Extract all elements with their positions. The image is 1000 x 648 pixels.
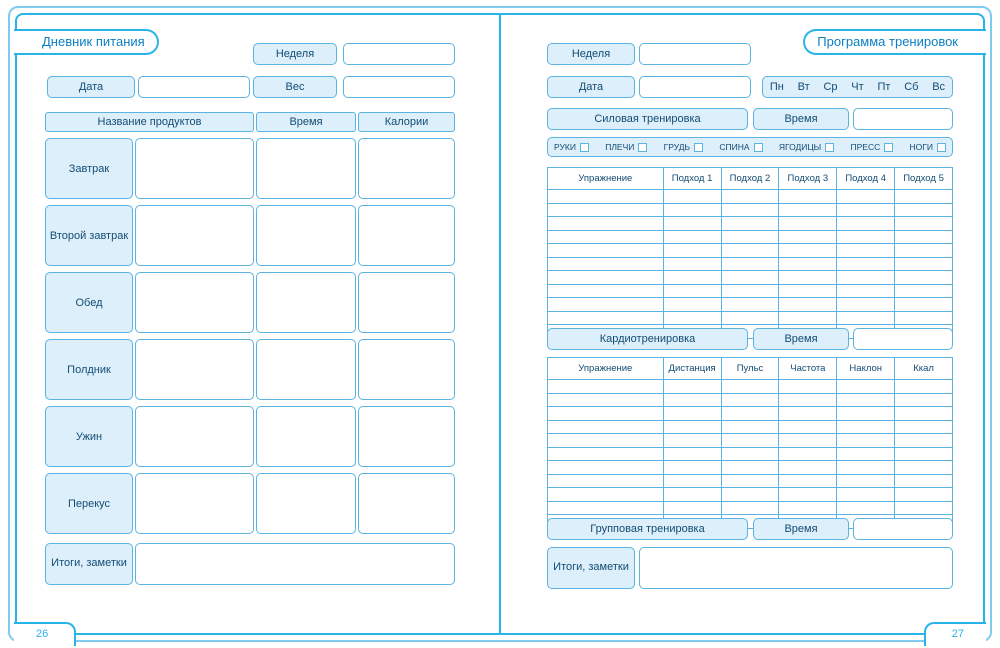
- right-page-title: Программа тренировок: [803, 29, 986, 55]
- strength-cell-r8-c4[interactable]: [779, 284, 837, 298]
- left-notes-row: [45, 543, 455, 585]
- cardio-cell-r3-c2[interactable]: [663, 407, 721, 421]
- left-page-title: Дневник питания: [14, 29, 159, 55]
- right-notes-label: Итоги, заметки: [547, 547, 635, 589]
- cardio-cell-r8-c4[interactable]: [779, 474, 837, 488]
- page-spine: [499, 14, 501, 634]
- strength-cell-r8-c1[interactable]: [548, 284, 664, 298]
- products-cell-afternoon-snack[interactable]: [135, 339, 254, 400]
- cardio-cell-r9-c3[interactable]: [721, 488, 779, 502]
- weekday-fri[interactable]: Пт: [877, 81, 891, 93]
- cardio-cell-r5-c4[interactable]: [779, 434, 837, 448]
- cardio-cell-r7-c3[interactable]: [721, 461, 779, 475]
- strength-training-label: Силовая тренировка: [547, 108, 748, 130]
- cardio-cell-r9-c4[interactable]: [779, 488, 837, 502]
- cardio-cell-r10-c1[interactable]: [548, 501, 664, 515]
- muscle-group-glutes[interactable]: [779, 142, 834, 152]
- meal-label-second-breakfast: Второй завтрак: [45, 205, 133, 266]
- cardio-cell-r8-c6[interactable]: [895, 474, 953, 488]
- cardio-cell-r2-c1[interactable]: [548, 393, 664, 407]
- muscle-label-chest: ГРУДЬ: [663, 142, 691, 152]
- group-time-input[interactable]: [853, 518, 953, 540]
- muscle-group-legs[interactable]: [910, 142, 946, 152]
- table-row: [548, 447, 953, 461]
- strength-cell-r1-c6[interactable]: [895, 190, 953, 204]
- strength-cell-r6-c5[interactable]: [837, 257, 895, 271]
- cardio-cell-r5-c3[interactable]: [721, 434, 779, 448]
- strength-cell-r8-c6[interactable]: [895, 284, 953, 298]
- weekday-mon[interactable]: Пн: [769, 81, 784, 93]
- food-table-header: [45, 112, 455, 132]
- strength-exercise-table: [547, 167, 953, 339]
- strength-cell-r7-c1[interactable]: [548, 271, 664, 285]
- strength-cell-r9-c2[interactable]: [663, 298, 721, 312]
- cardio-cell-r6-c3[interactable]: [721, 447, 779, 461]
- muscle-group-shoulders[interactable]: [605, 142, 647, 152]
- cardio-cell-r3-c1[interactable]: [548, 407, 664, 421]
- strength-time-input[interactable]: [853, 108, 953, 130]
- strength-cell-r5-c2[interactable]: [663, 244, 721, 258]
- strength-cell-r5-c5[interactable]: [837, 244, 895, 258]
- cardio-exercise-table: [547, 357, 953, 529]
- muscle-label-legs: НОГИ: [909, 142, 933, 152]
- table-row: [45, 339, 455, 400]
- calories-cell-afternoon-snack[interactable]: [358, 339, 455, 400]
- table-row: [548, 190, 953, 204]
- cardio-cell-r8-c1[interactable]: [548, 474, 664, 488]
- date-label-right: Дата: [547, 76, 635, 98]
- cardio-cell-r1-c1[interactable]: [548, 380, 664, 394]
- cardio-table-header: [548, 358, 953, 380]
- checkbox-chest[interactable]: [694, 143, 703, 152]
- strength-cell-r9-c3[interactable]: [721, 298, 779, 312]
- table-row: [548, 217, 953, 231]
- strength-cell-r3-c1[interactable]: [548, 217, 664, 231]
- strength-cell-r2-c6[interactable]: [895, 203, 953, 217]
- time-cell-lunch[interactable]: [256, 272, 356, 333]
- right-notes-input[interactable]: [639, 547, 953, 589]
- meal-label-snack: Перекус: [45, 473, 133, 534]
- date-input-left[interactable]: [138, 76, 250, 98]
- meal-label-dinner: Ужин: [45, 406, 133, 467]
- strength-cell-r4-c2[interactable]: [663, 230, 721, 244]
- calories-cell-second-breakfast[interactable]: [358, 205, 455, 266]
- calories-cell-breakfast[interactable]: [358, 138, 455, 199]
- cardio-cell-r6-c6[interactable]: [895, 447, 953, 461]
- time-cell-second-breakfast[interactable]: [256, 205, 356, 266]
- strength-cell-r8-c3[interactable]: [721, 284, 779, 298]
- table-row: [548, 298, 953, 312]
- table-row: [45, 406, 455, 467]
- strength-cell-r1-c1[interactable]: [548, 190, 664, 204]
- weekday-sat[interactable]: Сб: [904, 81, 919, 93]
- muscle-label-glutes: ЯГОДИЦЫ: [778, 142, 822, 152]
- strength-cell-r8-c2[interactable]: [663, 284, 721, 298]
- weekday-selector[interactable]: [762, 76, 953, 98]
- cardio-training-label: Кардиотренировка: [547, 328, 748, 350]
- cardio-cell-r8-c3[interactable]: [721, 474, 779, 488]
- cardio-cell-r6-c2[interactable]: [663, 447, 721, 461]
- cardio-cell-r6-c4[interactable]: [779, 447, 837, 461]
- table-row: [548, 230, 953, 244]
- strength-cell-r8-c5[interactable]: [837, 284, 895, 298]
- table-row: [548, 271, 953, 285]
- strength-time-label: Время: [753, 108, 849, 130]
- strength-cell-r6-c2[interactable]: [663, 257, 721, 271]
- strength-cell-r4-c1[interactable]: [548, 230, 664, 244]
- week-label-left: Неделя: [253, 43, 337, 65]
- muscle-group-arms[interactable]: [554, 142, 589, 152]
- col-header-set-2: Подход 2: [721, 168, 779, 190]
- week-input-left[interactable]: [343, 43, 455, 65]
- strength-cell-r5-c3[interactable]: [721, 244, 779, 258]
- weight-input[interactable]: [343, 76, 455, 98]
- strength-cell-r9-c5[interactable]: [837, 298, 895, 312]
- cardio-cell-r2-c5[interactable]: [837, 393, 895, 407]
- col-header-kcal: Ккал: [895, 358, 953, 380]
- strength-cell-r4-c4[interactable]: [779, 230, 837, 244]
- col-header-time: Время: [256, 112, 356, 132]
- checkbox-abs[interactable]: [884, 143, 893, 152]
- weight-label: Вес: [253, 76, 337, 98]
- strength-cell-r7-c5[interactable]: [837, 271, 895, 285]
- cardio-cell-r3-c4[interactable]: [779, 407, 837, 421]
- strength-cell-r2-c5[interactable]: [837, 203, 895, 217]
- table-row: [548, 461, 953, 475]
- page-number-left: 26: [14, 622, 76, 646]
- left-notes-input[interactable]: [135, 543, 455, 585]
- cardio-cell-r2-c4[interactable]: [779, 393, 837, 407]
- cardio-cell-r4-c2[interactable]: [663, 420, 721, 434]
- strength-cell-r10-c3[interactable]: [721, 311, 779, 325]
- table-row: [548, 244, 953, 258]
- strength-cell-r5-c6[interactable]: [895, 244, 953, 258]
- weekday-wed[interactable]: Ср: [823, 81, 838, 93]
- cardio-cell-r2-c2[interactable]: [663, 393, 721, 407]
- strength-table-header: [548, 168, 953, 190]
- strength-cell-r2-c4[interactable]: [779, 203, 837, 217]
- strength-cell-r6-c1[interactable]: [548, 257, 664, 271]
- col-header-exercise: Упражнение: [548, 168, 664, 190]
- date-label-left: Дата: [47, 76, 135, 98]
- cardio-cell-r9-c1[interactable]: [548, 488, 664, 502]
- time-cell-snack[interactable]: [256, 473, 356, 534]
- calories-cell-dinner[interactable]: [358, 406, 455, 467]
- checkbox-legs[interactable]: [937, 143, 946, 152]
- cardio-cell-r3-c5[interactable]: [837, 407, 895, 421]
- table-row: [45, 473, 455, 534]
- cardio-cell-r7-c1[interactable]: [548, 461, 664, 475]
- group-training-label: Групповая тренировка: [547, 518, 748, 540]
- left-notes-label: Итоги, заметки: [45, 543, 133, 585]
- cardio-cell-r1-c6[interactable]: [895, 380, 953, 394]
- calories-cell-lunch[interactable]: [358, 272, 455, 333]
- cardio-table-body: [548, 380, 953, 529]
- table-row: [45, 205, 455, 266]
- products-cell-breakfast[interactable]: [135, 138, 254, 199]
- weekday-tue[interactable]: Вт: [797, 81, 810, 93]
- muscle-label-shoulders: ПЛЕЧИ: [605, 142, 635, 152]
- col-header-set-5: Подход 5: [895, 168, 953, 190]
- strength-cell-r6-c6[interactable]: [895, 257, 953, 271]
- cardio-cell-r10-c4[interactable]: [779, 501, 837, 515]
- table-row: [548, 393, 953, 407]
- cardio-cell-r5-c5[interactable]: [837, 434, 895, 448]
- strength-cell-r2-c1[interactable]: [548, 203, 664, 217]
- strength-cell-r7-c4[interactable]: [779, 271, 837, 285]
- table-row: [548, 474, 953, 488]
- strength-cell-r9-c4[interactable]: [779, 298, 837, 312]
- col-header-cardio-exercise: Упражнение: [548, 358, 664, 380]
- cardio-cell-r1-c3[interactable]: [721, 380, 779, 394]
- col-header-incline: Наклон: [837, 358, 895, 380]
- week-label-right: Неделя: [547, 43, 635, 65]
- muscle-group-abs[interactable]: [851, 142, 894, 152]
- strength-cell-r4-c3[interactable]: [721, 230, 779, 244]
- strength-cell-r3-c6[interactable]: [895, 217, 953, 231]
- col-header-pulse: Пульс: [721, 358, 779, 380]
- col-header-set-3: Подход 3: [779, 168, 837, 190]
- cardio-cell-r5-c6[interactable]: [895, 434, 953, 448]
- table-row: [548, 488, 953, 502]
- strength-cell-r3-c3[interactable]: [721, 217, 779, 231]
- cardio-cell-r8-c2[interactable]: [663, 474, 721, 488]
- col-header-products: Название продуктов: [45, 112, 254, 132]
- strength-cell-r6-c3[interactable]: [721, 257, 779, 271]
- muscle-label-back: СПИНА: [719, 142, 750, 152]
- meal-label-breakfast: Завтрак: [45, 138, 133, 199]
- cardio-cell-r4-c4[interactable]: [779, 420, 837, 434]
- food-diary-table: [45, 112, 455, 585]
- muscle-label-arms: РУКИ: [554, 142, 576, 152]
- cardio-cell-r10-c6[interactable]: [895, 501, 953, 515]
- strength-cell-r7-c6[interactable]: [895, 271, 953, 285]
- checkbox-shoulders[interactable]: [638, 143, 647, 152]
- strength-cell-r7-c2[interactable]: [663, 271, 721, 285]
- calories-cell-snack[interactable]: [358, 473, 455, 534]
- weekday-sun[interactable]: Вс: [932, 81, 946, 93]
- cardio-cell-r9-c6[interactable]: [895, 488, 953, 502]
- table-row: [45, 138, 455, 199]
- strength-cell-r1-c4[interactable]: [779, 190, 837, 204]
- strength-cell-r9-c1[interactable]: [548, 298, 664, 312]
- table-row: [548, 257, 953, 271]
- cardio-cell-r4-c3[interactable]: [721, 420, 779, 434]
- strength-cell-r5-c1[interactable]: [548, 244, 664, 258]
- week-input-right[interactable]: [639, 43, 751, 65]
- time-cell-dinner[interactable]: [256, 406, 356, 467]
- strength-cell-r10-c4[interactable]: [779, 311, 837, 325]
- cardio-cell-r4-c6[interactable]: [895, 420, 953, 434]
- date-input-right[interactable]: [639, 76, 751, 98]
- cardio-cell-r4-c5[interactable]: [837, 420, 895, 434]
- meal-label-lunch: Обед: [45, 272, 133, 333]
- cardio-cell-r5-c1[interactable]: [548, 434, 664, 448]
- time-cell-afternoon-snack[interactable]: [256, 339, 356, 400]
- cardio-cell-r10-c5[interactable]: [837, 501, 895, 515]
- cardio-cell-r10-c3[interactable]: [721, 501, 779, 515]
- table-row: [548, 380, 953, 394]
- table-row: [548, 420, 953, 434]
- strength-table-body: [548, 190, 953, 339]
- col-header-set-1: Подход 1: [663, 168, 721, 190]
- strength-cell-r4-c5[interactable]: [837, 230, 895, 244]
- table-row: [548, 203, 953, 217]
- strength-cell-r10-c1[interactable]: [548, 311, 664, 325]
- weekday-thu[interactable]: Чт: [851, 81, 864, 93]
- strength-cell-r3-c2[interactable]: [663, 217, 721, 231]
- strength-cell-r4-c6[interactable]: [895, 230, 953, 244]
- cardio-cell-r9-c5[interactable]: [837, 488, 895, 502]
- cardio-cell-r5-c2[interactable]: [663, 434, 721, 448]
- cardio-time-label: Время: [753, 328, 849, 350]
- table-row: [548, 501, 953, 515]
- strength-cell-r2-c2[interactable]: [663, 203, 721, 217]
- col-header-frequency: Частота: [779, 358, 837, 380]
- cardio-cell-r1-c5[interactable]: [837, 380, 895, 394]
- table-row: [548, 434, 953, 448]
- checkbox-arms[interactable]: [580, 143, 589, 152]
- strength-cell-r1-c5[interactable]: [837, 190, 895, 204]
- col-header-set-4: Подход 4: [837, 168, 895, 190]
- strength-cell-r10-c6[interactable]: [895, 311, 953, 325]
- cardio-cell-r6-c5[interactable]: [837, 447, 895, 461]
- cardio-time-input[interactable]: [853, 328, 953, 350]
- muscle-group-checkboxes: [547, 137, 953, 157]
- muscle-label-abs: ПРЕСС: [850, 142, 881, 152]
- group-time-label: Время: [753, 518, 849, 540]
- cardio-cell-r7-c6[interactable]: [895, 461, 953, 475]
- cardio-cell-r3-c3[interactable]: [721, 407, 779, 421]
- page-number-right: 27: [924, 622, 986, 646]
- products-cell-dinner[interactable]: [135, 406, 254, 467]
- cardio-cell-r4-c1[interactable]: [548, 420, 664, 434]
- strength-cell-r3-c4[interactable]: [779, 217, 837, 231]
- cardio-cell-r10-c2[interactable]: [663, 501, 721, 515]
- col-header-calories: Калории: [358, 112, 455, 132]
- products-cell-lunch[interactable]: [135, 272, 254, 333]
- cardio-cell-r8-c5[interactable]: [837, 474, 895, 488]
- cardio-cell-r7-c2[interactable]: [663, 461, 721, 475]
- strength-cell-r6-c4[interactable]: [779, 257, 837, 271]
- strength-cell-r7-c3[interactable]: [721, 271, 779, 285]
- col-header-distance: Дистанция: [663, 358, 721, 380]
- cardio-cell-r7-c4[interactable]: [779, 461, 837, 475]
- muscle-group-back[interactable]: [719, 142, 762, 152]
- strength-cell-r5-c4[interactable]: [779, 244, 837, 258]
- checkbox-glutes[interactable]: [825, 143, 834, 152]
- table-row: [548, 311, 953, 325]
- table-row: [45, 272, 455, 333]
- strength-cell-r10-c2[interactable]: [663, 311, 721, 325]
- table-row: [548, 407, 953, 421]
- products-cell-snack[interactable]: [135, 473, 254, 534]
- meal-label-afternoon-snack: Полдник: [45, 339, 133, 400]
- strength-cell-r1-c3[interactable]: [721, 190, 779, 204]
- cardio-cell-r2-c6[interactable]: [895, 393, 953, 407]
- strength-cell-r10-c5[interactable]: [837, 311, 895, 325]
- cardio-cell-r7-c5[interactable]: [837, 461, 895, 475]
- muscle-group-chest[interactable]: [664, 142, 703, 152]
- cardio-cell-r3-c6[interactable]: [895, 407, 953, 421]
- cardio-cell-r6-c1[interactable]: [548, 447, 664, 461]
- cardio-cell-r1-c4[interactable]: [779, 380, 837, 394]
- strength-cell-r3-c5[interactable]: [837, 217, 895, 231]
- strength-cell-r1-c2[interactable]: [663, 190, 721, 204]
- products-cell-second-breakfast[interactable]: [135, 205, 254, 266]
- strength-cell-r9-c6[interactable]: [895, 298, 953, 312]
- cardio-cell-r9-c2[interactable]: [663, 488, 721, 502]
- table-row: [548, 284, 953, 298]
- strength-cell-r2-c3[interactable]: [721, 203, 779, 217]
- time-cell-breakfast[interactable]: [256, 138, 356, 199]
- checkbox-back[interactable]: [754, 143, 763, 152]
- cardio-cell-r2-c3[interactable]: [721, 393, 779, 407]
- cardio-cell-r1-c2[interactable]: [663, 380, 721, 394]
